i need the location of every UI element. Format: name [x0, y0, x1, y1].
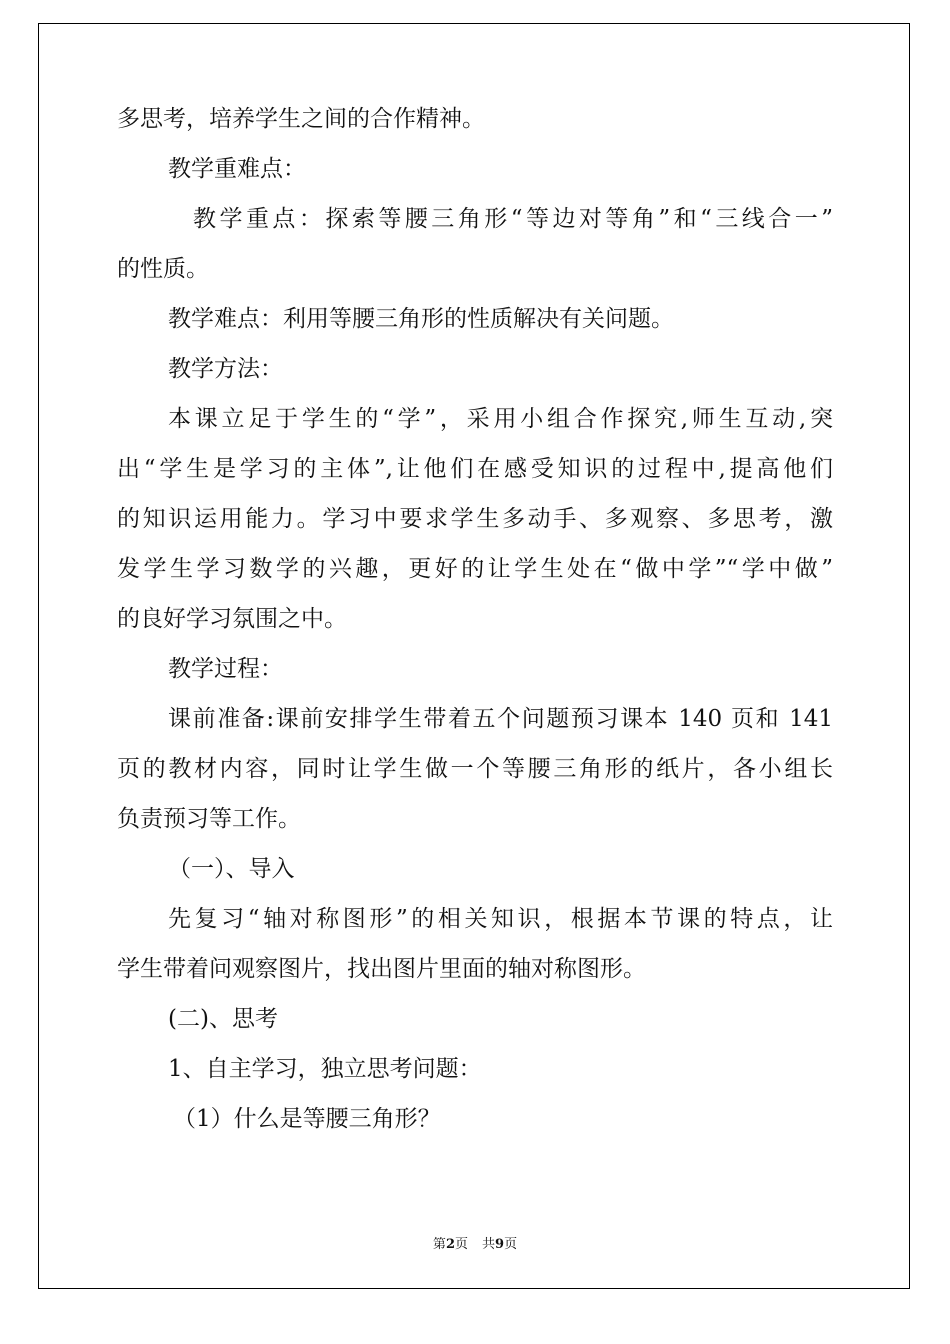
- paragraph-line: 学生带着问观察图片，找出图片里面的轴对称图形。: [117, 956, 646, 982]
- section-heading-difficulties: 教学重难点：: [168, 156, 306, 182]
- paragraph-line: 课前准备:课前安排学生带着五个问题预习课本 140 页和 141: [168, 706, 833, 732]
- document-body: [117, 94, 833, 1144]
- paragraph-line: 的良好学习氛围之中。: [117, 606, 347, 632]
- paragraph-line: 的性质。: [117, 256, 209, 282]
- section-heading-process: 教学过程：: [168, 656, 283, 682]
- total-suffix: 页: [504, 1237, 518, 1252]
- paragraph-line: 出“学生是学习的主体”,让他们在感受知识的过程中,提高他们: [117, 456, 833, 482]
- question-line: （1）什么是等腰三角形？: [173, 1106, 441, 1132]
- subsection-heading-thinking: (二)、思考: [168, 1006, 278, 1032]
- total-prefix: 共: [482, 1237, 496, 1252]
- paragraph-line: 教学难点：利用等腰三角形的性质解决有关问题。: [168, 306, 674, 332]
- paragraph-line: 负责预习等工作。: [117, 806, 301, 832]
- page-footer: [0, 1233, 950, 1252]
- paragraph-line: 的知识运用能力。学习中要求学生多动手、多观察、多思考，激: [117, 506, 833, 532]
- page-number: 2: [445, 1237, 455, 1252]
- paragraph-line: 先复习“轴对称图形”的相关知识，根据本节课的特点，让: [168, 906, 833, 932]
- paragraph-line: 发学生学习数学的兴趣，更好的让学生处在“做中学”“学中做”: [117, 556, 833, 582]
- subsection-heading-intro: （一）、导入: [168, 856, 295, 882]
- total-pages: 9: [495, 1237, 505, 1252]
- paragraph-line: 教学重点：探索等腰三角形“等边对等角”和“三线合一”: [193, 206, 833, 232]
- paragraph-line: 页的教材内容，同时让学生做一个等腰三角形的纸片，各小组长: [117, 756, 833, 782]
- paragraph-line: 1、自主学习，独立思考问题：: [168, 1056, 482, 1082]
- paragraph-line: 多思考，培养学生之间的合作精神。: [117, 106, 485, 132]
- paragraph-line: 本课立足于学生的“学”，采用小组合作探究,师生互动,突: [168, 406, 833, 432]
- page-suffix: 页: [454, 1237, 468, 1252]
- page-prefix: 第: [432, 1237, 446, 1252]
- section-heading-methods: 教学方法：: [168, 356, 283, 382]
